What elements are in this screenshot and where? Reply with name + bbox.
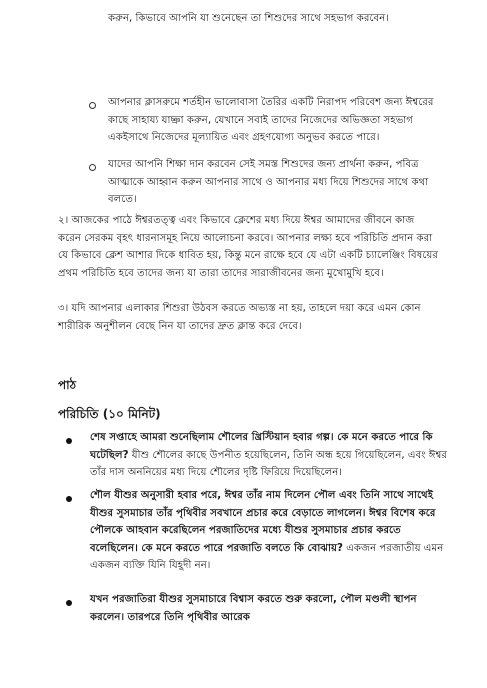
bullet-icon xyxy=(66,438,72,444)
bullet-item-2 xyxy=(90,487,448,575)
subsection-title: পরিচিতি (১০ মিনিট) xyxy=(58,407,161,421)
numbered-item-2: ২। আজকের পাঠে ঈশ্বরতত্ত্ব এবং কিভাবে ক্লেশের মধ্য দিয়ে ঈশ্বর আমাদের জীবনে কাজ করেন সেরকম বৃহৎ ধারনাসমূহ নিয়ে আলোচনা করবে। আপনার লক্ষ্য হবে পরিচিতি প্রদান করা যে কিভাবে ক্লেশ আশার দিকে ধাবিত হয়, কিন্তু মনে রাক্ষে হবে যে এটা একটি চ্যালেঞ্জিং বিষয়ের প্রথম পরিচিতি হবে তাদের জন্য যা তারা তাদের সারাজীবনের জন্য মুখোমুখি হবে। xyxy=(58,215,439,279)
circle-bullet-icon xyxy=(89,102,96,109)
sub-item-prayer: যাদের আপনি শিক্ষা দান করবেন সেই সমস্ত শিশুদের জন্য প্রার্থনা করুন, পবিত্র আত্মাকে আহ্বান করুন আপনার সাথে ও আপনার মধ্য দিয়ে শিশুদের সাথে কথা বলতে। xyxy=(108,159,429,206)
bullet-icon xyxy=(66,600,72,606)
bullet-icon xyxy=(66,496,72,502)
bullet-item-3-bold: যখন পরজাতিরা যীশুর সুসমাচারে বিশ্বাস করতে শুরু করলো, পৌল মণ্ডলী স্থাপন করলেন। তারপরে তিনি পৃথিবীর আরেক xyxy=(90,594,417,623)
circle-bullet-icon xyxy=(89,164,96,171)
sub-item-continuation: করুন, কিভাবে আপনি যা শুনেছেন তা শিশুদের সাথে সহভাগ করবেন। xyxy=(108,13,389,24)
bullet-item-1-bold: শেষ সপ্তাহে আমরা শুনেছিলাম শৌলের খ্রিস্টিয়ান হবার গল্প। কে মনে করতে পারে কি ঘটেছিল? xyxy=(90,432,433,461)
bullet-item-1-normal: যীশু শৌলের কাছে উপনীত হয়েছিলেন, তিনি অন্ধ হয়ে গিয়েছিলেন, এবং ঈশ্বর তাঁর দাস অননিয়ের মধ্য দিয়ে শৌলের দৃষ্টি ফিরিয়ে দিয়েছিলেন। xyxy=(90,449,447,479)
bullet-item-2-normal: একজন পরজাতীয় এমন একজন ব্যক্তি যিনি যিহূদী নন। xyxy=(90,542,444,572)
section-title: পাঠ xyxy=(58,378,77,392)
sub-item-safe-environment: আপনার ক্লাসরুমে শর্তহীন ভালোবাসা তৈরির একটি নিরাপদ পরিবেশ জন্য ঈশ্বরের কাছে সাহায্য যাচ্ঞা করুন, যেখানে সবাই তাদের নিজেদের অভিজ্ঞতা সহভাগ একইসাথে নিজেদের মূল্যায়িত এবং গ্রহণযোগ্য অনুভব করতে পারে। xyxy=(108,97,434,144)
bullet-item-2-bold: শৌল যীশুর অনুসারী হবার পরে, ঈশ্বর তাঁর নাম দিলেন পৌল এবং তিনি সাথে সাথেই যীশুর সুসমাচার তাঁর পৃথিবীর সবখানে প্রচার করে বেড়াতে লাগলেন। ঈশ্বর বিশেষ করে পৌলকে আহবান করেছিলেন পরজাতিদের মধ্যে যীশুর সুসমাচার প্রচার করতে বলেছিলেন। কে মনে করতে পারে পরজাতি বলতে কি বোঝায়? xyxy=(90,490,436,554)
numbered-item-3: ৩। যদি আপনার এলাকার শিশুরা উঠবস করতে অভ্যস্ত না হয়, তাহলে দয়া করে এমন কোন শারীরিক অনুশীলন বেছে নিন যা তাদের দ্রুত ক্লান্ত করে দেবে। xyxy=(58,303,421,332)
bullet-item-3 xyxy=(90,591,448,626)
bullet-item-1 xyxy=(90,429,448,482)
